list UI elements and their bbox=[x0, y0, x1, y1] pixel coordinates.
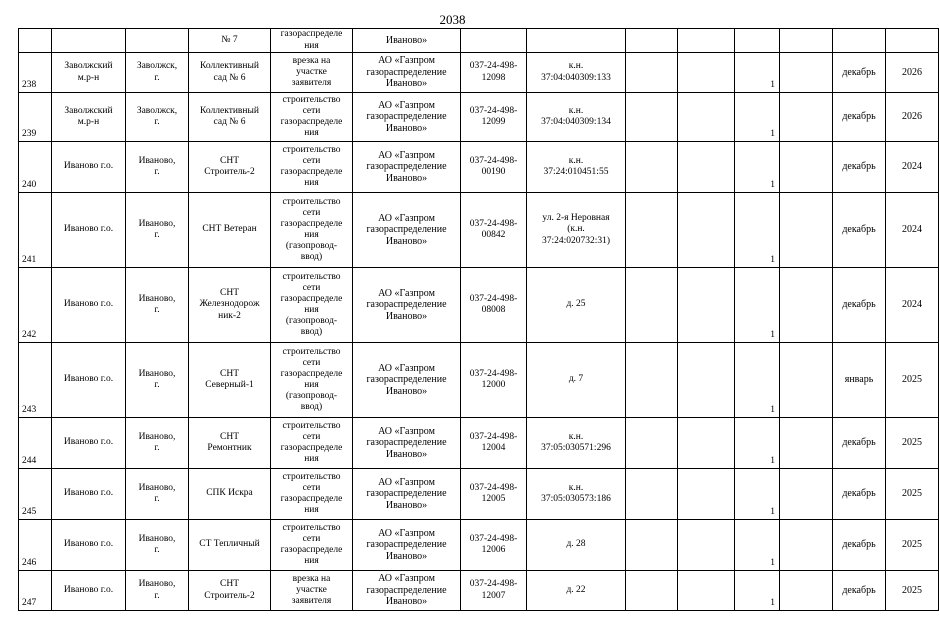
empty-cell bbox=[780, 571, 833, 611]
district-cell: Иваново г.о. bbox=[52, 268, 126, 343]
empty-cell bbox=[678, 343, 735, 418]
month-cell: декабрь bbox=[833, 571, 886, 611]
city-cell: Иваново, г. bbox=[126, 571, 189, 611]
work-type-cell: строительство сети газораспределе ния (газопровод- ввод) bbox=[271, 343, 353, 418]
city-cell: Иваново, г. bbox=[126, 469, 189, 520]
empty-cell bbox=[626, 29, 678, 53]
district-cell bbox=[52, 29, 126, 53]
empty-cell bbox=[626, 142, 678, 193]
owner-cell: АО «Газпром газораспределение Иваново» bbox=[353, 193, 461, 268]
flag-cell bbox=[735, 29, 780, 53]
district-cell: Иваново г.о. bbox=[52, 520, 126, 571]
empty-cell bbox=[780, 268, 833, 343]
district-cell: Иваново г.о. bbox=[52, 142, 126, 193]
year-cell: 2026 bbox=[886, 93, 939, 142]
district-cell: Иваново г.о. bbox=[52, 571, 126, 611]
address-cell bbox=[527, 29, 626, 53]
district-cell: Заволжский м.р-н bbox=[52, 53, 126, 93]
district-cell: Иваново г.о. bbox=[52, 418, 126, 469]
month-cell: декабрь bbox=[833, 418, 886, 469]
object-cell: СНТ Ветеран bbox=[189, 193, 271, 268]
month-cell bbox=[833, 29, 886, 53]
flag-cell: 1 bbox=[735, 53, 780, 93]
district-cell: Заволжский м.р-н bbox=[52, 93, 126, 142]
empty-cell bbox=[626, 343, 678, 418]
table-row bbox=[19, 571, 939, 611]
month-cell: декабрь bbox=[833, 93, 886, 142]
empty-cell bbox=[678, 193, 735, 268]
table-row bbox=[19, 418, 939, 469]
year-cell: 2025 bbox=[886, 343, 939, 418]
code-cell: 037-24-498- 12098 bbox=[461, 53, 527, 93]
empty-cell bbox=[780, 418, 833, 469]
city-cell bbox=[126, 29, 189, 53]
table-row bbox=[19, 343, 939, 418]
code-cell bbox=[461, 29, 527, 53]
flag-cell: 1 bbox=[735, 343, 780, 418]
row-number-cell: 239 bbox=[19, 93, 52, 142]
row-number-cell: 240 bbox=[19, 142, 52, 193]
empty-cell bbox=[780, 343, 833, 418]
owner-cell: Иваново» bbox=[353, 29, 461, 53]
work-type-cell: строительство сети газораспределе ния bbox=[271, 418, 353, 469]
empty-cell bbox=[780, 53, 833, 93]
city-cell: Иваново, г. bbox=[126, 418, 189, 469]
address-cell: ул. 2-я Неровная (к.н. 37:24:020732:31) bbox=[527, 193, 626, 268]
year-cell: 2025 bbox=[886, 418, 939, 469]
flag-cell: 1 bbox=[735, 193, 780, 268]
district-cell: Иваново г.о. bbox=[52, 193, 126, 268]
owner-cell: АО «Газпром газораспределение Иваново» bbox=[353, 343, 461, 418]
table-row bbox=[19, 193, 939, 268]
address-cell: д. 22 bbox=[527, 571, 626, 611]
row-number-cell bbox=[19, 29, 52, 53]
empty-cell bbox=[678, 268, 735, 343]
district-cell: Иваново г.о. bbox=[52, 343, 126, 418]
row-number-cell: 243 bbox=[19, 343, 52, 418]
row-number-cell: 242 bbox=[19, 268, 52, 343]
year-cell: 2025 bbox=[886, 520, 939, 571]
empty-cell bbox=[780, 469, 833, 520]
row-number-cell: 246 bbox=[19, 520, 52, 571]
work-type-cell: строительство сети газораспределе ния bbox=[271, 520, 353, 571]
city-cell: Заволжск, г. bbox=[126, 93, 189, 142]
empty-cell bbox=[678, 142, 735, 193]
object-cell: СПК Искра bbox=[189, 469, 271, 520]
empty-cell bbox=[678, 520, 735, 571]
empty-cell bbox=[626, 193, 678, 268]
table-row bbox=[19, 93, 939, 142]
empty-cell bbox=[626, 268, 678, 343]
district-cell: Иваново г.о. bbox=[52, 469, 126, 520]
owner-cell: АО «Газпром газораспределение Иваново» bbox=[353, 268, 461, 343]
object-cell: СНТ Строитель-2 bbox=[189, 571, 271, 611]
address-cell: д. 25 bbox=[527, 268, 626, 343]
owner-cell: АО «Газпром газораспределение Иваново» bbox=[353, 53, 461, 93]
month-cell: декабрь bbox=[833, 53, 886, 93]
object-cell: СНТ Строитель-2 bbox=[189, 142, 271, 193]
month-cell: декабрь bbox=[833, 142, 886, 193]
city-cell: Иваново, г. bbox=[126, 142, 189, 193]
address-cell: к.н. 37:04:040309:133 bbox=[527, 53, 626, 93]
table-row bbox=[19, 53, 939, 93]
work-type-cell: газораспределе ния bbox=[271, 29, 353, 53]
year-cell: 2024 bbox=[886, 268, 939, 343]
row-number-cell: 245 bbox=[19, 469, 52, 520]
object-cell: № 7 bbox=[189, 29, 271, 53]
work-type-cell: строительство сети газораспределе ния bbox=[271, 142, 353, 193]
code-cell: 037-24-498- 12004 bbox=[461, 418, 527, 469]
object-cell: Коллективный сад № 6 bbox=[189, 93, 271, 142]
object-cell: Коллективный сад № 6 bbox=[189, 53, 271, 93]
empty-cell bbox=[780, 193, 833, 268]
empty-cell bbox=[780, 142, 833, 193]
flag-cell: 1 bbox=[735, 520, 780, 571]
work-type-cell: строительство сети газораспределе ния (газопровод- ввод) bbox=[271, 268, 353, 343]
empty-cell bbox=[678, 469, 735, 520]
table-row bbox=[19, 520, 939, 571]
empty-cell bbox=[780, 520, 833, 571]
table-row bbox=[19, 469, 939, 520]
work-type-cell: строительство сети газораспределе ния (газопровод- ввод) bbox=[271, 193, 353, 268]
year-cell: 2026 bbox=[886, 53, 939, 93]
address-cell: к.н. 37:05:030573:186 bbox=[527, 469, 626, 520]
code-cell: 037-24-498- 12007 bbox=[461, 571, 527, 611]
empty-cell bbox=[626, 93, 678, 142]
empty-cell bbox=[678, 29, 735, 53]
code-cell: 037-24-498- 00190 bbox=[461, 142, 527, 193]
month-cell: декабрь bbox=[833, 520, 886, 571]
empty-cell bbox=[780, 29, 833, 53]
row-number-cell: 247 bbox=[19, 571, 52, 611]
object-cell: СНТ Железнодорож ник-2 bbox=[189, 268, 271, 343]
owner-cell: АО «Газпром газораспределение Иваново» bbox=[353, 571, 461, 611]
year-cell: 2025 bbox=[886, 469, 939, 520]
year-cell: 2025 bbox=[886, 571, 939, 611]
empty-cell bbox=[626, 571, 678, 611]
flag-cell: 1 bbox=[735, 93, 780, 142]
work-type-cell: врезка на участке заявителя bbox=[271, 53, 353, 93]
empty-cell bbox=[678, 571, 735, 611]
owner-cell: АО «Газпром газораспределение Иваново» bbox=[353, 520, 461, 571]
work-type-cell: строительство сети газораспределе ния bbox=[271, 93, 353, 142]
empty-cell bbox=[626, 469, 678, 520]
flag-cell: 1 bbox=[735, 268, 780, 343]
work-type-cell: строительство сети газораспределе ния bbox=[271, 469, 353, 520]
city-cell: Заволжск, г. bbox=[126, 53, 189, 93]
month-cell: декабрь bbox=[833, 469, 886, 520]
table-row-continued bbox=[19, 29, 939, 53]
month-cell: декабрь bbox=[833, 268, 886, 343]
year-cell: 2024 bbox=[886, 193, 939, 268]
flag-cell: 1 bbox=[735, 571, 780, 611]
empty-cell bbox=[626, 520, 678, 571]
table-row bbox=[19, 142, 939, 193]
year-cell: 2024 bbox=[886, 142, 939, 193]
empty-cell bbox=[780, 93, 833, 142]
object-cell: СТ Тепличный bbox=[189, 520, 271, 571]
object-cell: СНТ Ремонтник bbox=[189, 418, 271, 469]
object-cell: СНТ Северный-1 bbox=[189, 343, 271, 418]
city-cell: Иваново, г. bbox=[126, 193, 189, 268]
row-number-cell: 244 bbox=[19, 418, 52, 469]
empty-cell bbox=[678, 418, 735, 469]
code-cell: 037-24-498- 08008 bbox=[461, 268, 527, 343]
owner-cell: АО «Газпром газораспределение Иваново» bbox=[353, 142, 461, 193]
address-cell: д. 7 bbox=[527, 343, 626, 418]
month-cell: январь bbox=[833, 343, 886, 418]
page-number: 2038 bbox=[439, 12, 466, 27]
code-cell: 037-24-498- 00842 bbox=[461, 193, 527, 268]
empty-cell bbox=[678, 93, 735, 142]
work-type-cell: врезка на участке заявителя bbox=[271, 571, 353, 611]
flag-cell: 1 bbox=[735, 469, 780, 520]
empty-cell bbox=[626, 53, 678, 93]
owner-cell: АО «Газпром газораспределение Иваново» bbox=[353, 418, 461, 469]
owner-cell: АО «Газпром газораспределение Иваново» bbox=[353, 469, 461, 520]
table-row bbox=[19, 268, 939, 343]
address-cell: к.н. 37:05:030571:296 bbox=[527, 418, 626, 469]
flag-cell: 1 bbox=[735, 418, 780, 469]
flag-cell: 1 bbox=[735, 142, 780, 193]
empty-cell bbox=[626, 418, 678, 469]
registry-table bbox=[18, 28, 939, 611]
month-cell: декабрь bbox=[833, 193, 886, 268]
city-cell: Иваново, г. bbox=[126, 520, 189, 571]
code-cell: 037-24-498- 12005 bbox=[461, 469, 527, 520]
city-cell: Иваново, г. bbox=[126, 343, 189, 418]
city-cell: Иваново, г. bbox=[126, 268, 189, 343]
owner-cell: АО «Газпром газораспределение Иваново» bbox=[353, 93, 461, 142]
code-cell: 037-24-498- 12000 bbox=[461, 343, 527, 418]
address-cell: д. 28 bbox=[527, 520, 626, 571]
code-cell: 037-24-498- 12006 bbox=[461, 520, 527, 571]
code-cell: 037-24-498- 12099 bbox=[461, 93, 527, 142]
empty-cell bbox=[678, 53, 735, 93]
year-cell bbox=[886, 29, 939, 53]
row-number-cell: 238 bbox=[19, 53, 52, 93]
address-cell: к.н. 37:04:040309:134 bbox=[527, 93, 626, 142]
row-number-cell: 241 bbox=[19, 193, 52, 268]
address-cell: к.н. 37:24:010451:55 bbox=[527, 142, 626, 193]
